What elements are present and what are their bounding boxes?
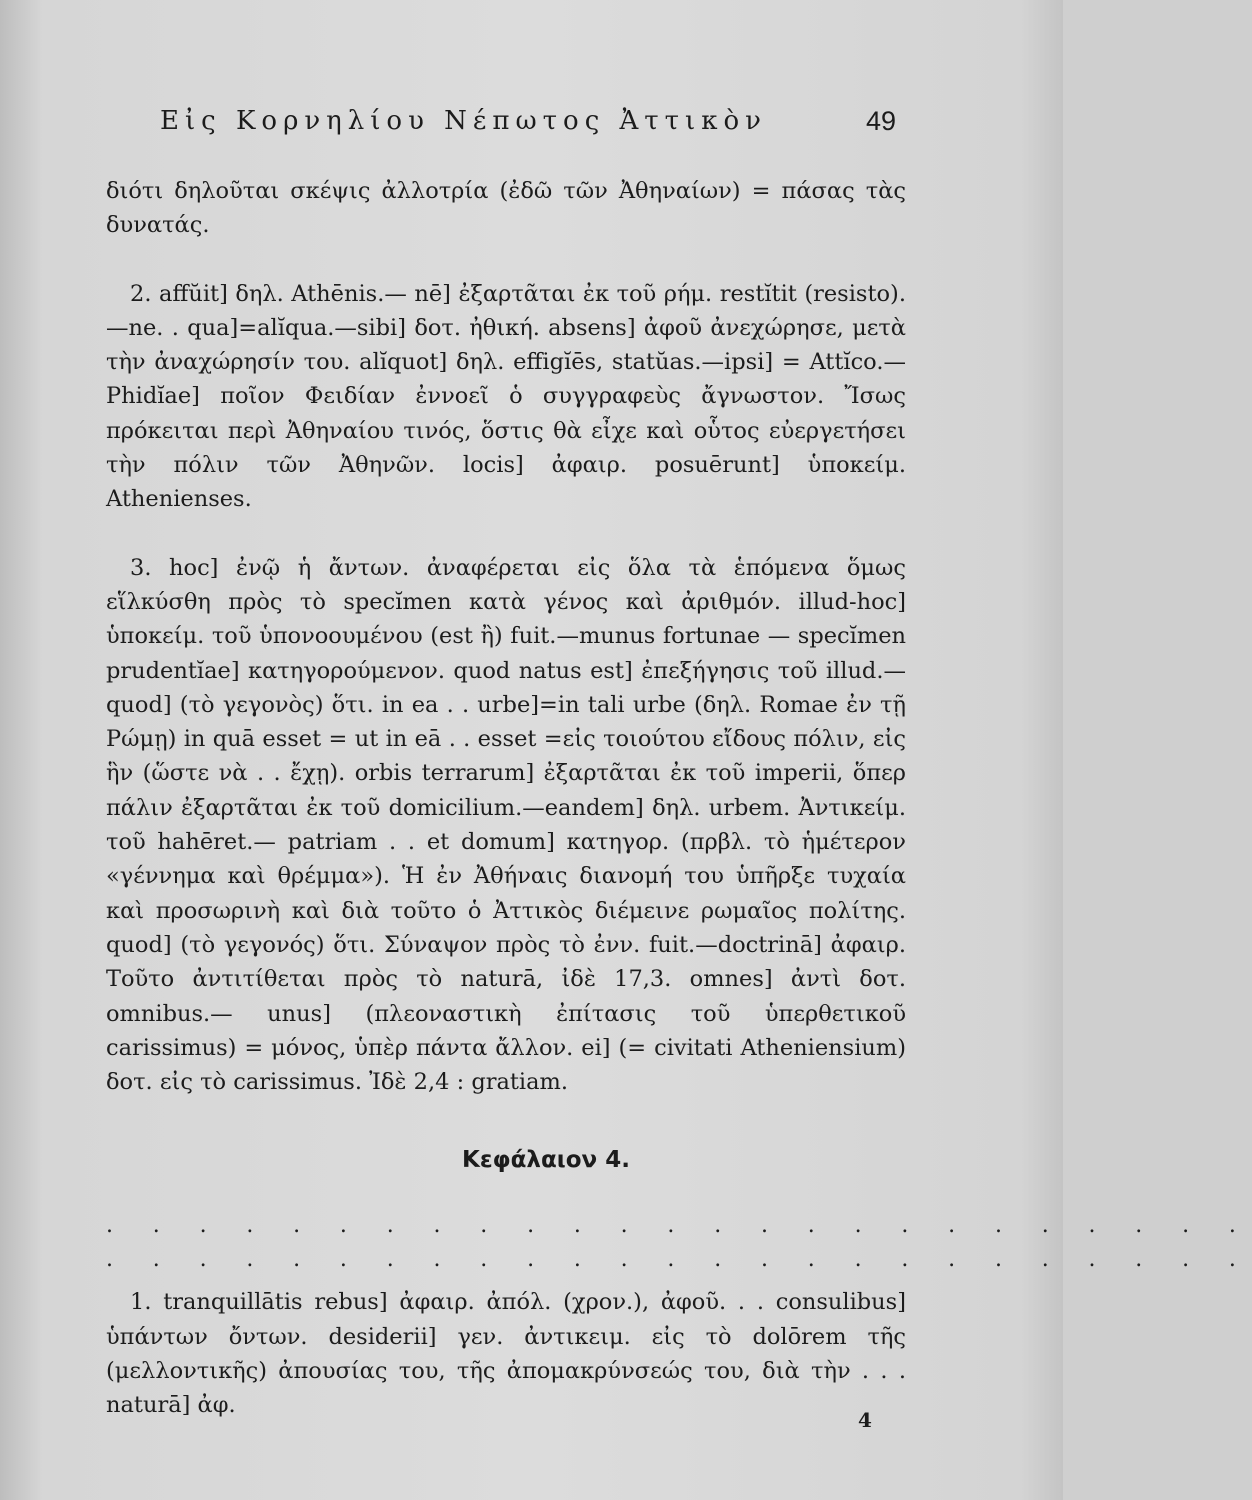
paragraph-section-2: 2. affŭit] δηλ. Athēnis.— nē] ἐξαρτᾶται ἐκ τοῦ ρήμ. restĭtit (resisto).—ne. . qua]=alĭqua.—sibi] δοτ. ἠθική. absens] ἀφοῦ ἀνεχώρησε, μετὰ τὴν ἀναχώρησίν του. alĭquot] δηλ. effigĭēs, statŭas.—ipsi] = Attĭco.—Phidĭae] ποῖον Φειδίαν ἐννοεῖ ὁ συγγραφεὺς ἄγνωστον. Ἴσως πρόκειται περὶ Ἀθηναίου τινός, ὅστις θὰ εἶχε καὶ οὗτος εὐεργετήσει τὴν πόλιν τῶν Ἀθηνῶν. locis] ἀφαιρ. posuērunt] ὑποκείμ. Athenienses.	[106, 280, 906, 513]
running-title: Εἰς Κορνηλίου Νέπωτος Ἀττικὸν	[160, 106, 767, 136]
paragraph-chapter-4-section-1: 1. tranquillātis rebus] ἀφαιρ. ἀπόλ. (χρον.), ἀφοῦ. . . consulibus] ὑπάντων ὄντων. desiderii] γεν. ἀντικειμ. εἰς τὸ dolōrem τῆς (μελλοντικῆς) ἀπουσίας του, τῆς ἀπομακρύνσεώς του, διὰ τὴν . . . naturā] ἀφ.	[106, 1289, 906, 1419]
paragraph-continuation: διότι δηλοῦται σκέψις ἀλλοτρία (ἐδῶ τῶν Ἀθηναίων) = πάσας τὰς δυνατάς.	[106, 178, 906, 239]
ellipsis-row: . . . . . . . . . . . . . . . . . . . . . . . . .	[106, 1247, 1252, 1273]
chapter-heading: Κεφάλαιον 4.	[462, 1147, 630, 1174]
signature-mark: 4	[858, 1408, 872, 1432]
page-number: 49	[865, 106, 896, 136]
page-header	[160, 106, 896, 146]
commentary-text	[106, 174, 1252, 1423]
ellipsis-row: . . . . . . . . . . . . . . . . . . . . . . . . .	[106, 1213, 1252, 1239]
paragraph-section-3: 3. hoc] ἐνῷ ἡ ἄντων. ἀναφέρεται εἰς ὅλα τὰ ἑπόμενα ὅμως εἵλκύσθη πρὸς τὸ specĭmen κατὰ γένος καὶ ἀριθμόν. illud-hoc] ὑποκείμ. τοῦ ὑπονοουμένου (est ἢ) fuit.—munus fortunae — specĭmen prudentĭae] κατηγορούμενον. quod natus est] ἐπεξήγησις τοῦ illud.— quod] (τὸ γεγονὸς) ὅτι. in ea . . urbe]=in tali urbe (δηλ. Romae ἐν τῇ Ρώμῃ) in quā esset = ut in eā . . esset =εἰς τοιούτου εἴδους πόλιν, εἰς ἣν (ὥστε νὰ . . ἔχῃ). orbis terrarum] ἐξαρτᾶται ἐκ τοῦ imperii, ὅπερ πάλιν ἐξαρτᾶται ἐκ τοῦ domicilium.—eandem] δηλ. urbem. Ἀντικείμ. τοῦ hahēret.— patriam . . et domum] κατηγορ. (πρβλ. τὸ ἡμέτερον «γέννημα καὶ θρέμμα»). Ἡ ἐν Ἀθήναις διανομή του ὑπῆρξε τυχαία καὶ προσωρινὴ καὶ διὰ τοῦτο ὁ Ἀττικὸς διέμεινε ρωμαῖος πολίτης. quod] (τὸ γεγονός) ὅτι. Σύναψον πρὸς τὸ ἐνν. fuit.—doctrinā] ἀφαιρ. Τοῦτο ἀντιτίθεται πρὸς τὸ naturā, ἰδὲ 17,3. omnes] ἀντὶ δοτ. omnibus.— unus] (πλεοναστικὴ ἐπίτασις τοῦ ὑπερθετικοῦ carissimus) = μόνος, ὑπὲρ πάντα ἄλλον. ei] (= civitati Atheniensium) δοτ. εἰς τὸ carissimus. Ἰδὲ 2,4 : gratiam.	[106, 554, 906, 1096]
